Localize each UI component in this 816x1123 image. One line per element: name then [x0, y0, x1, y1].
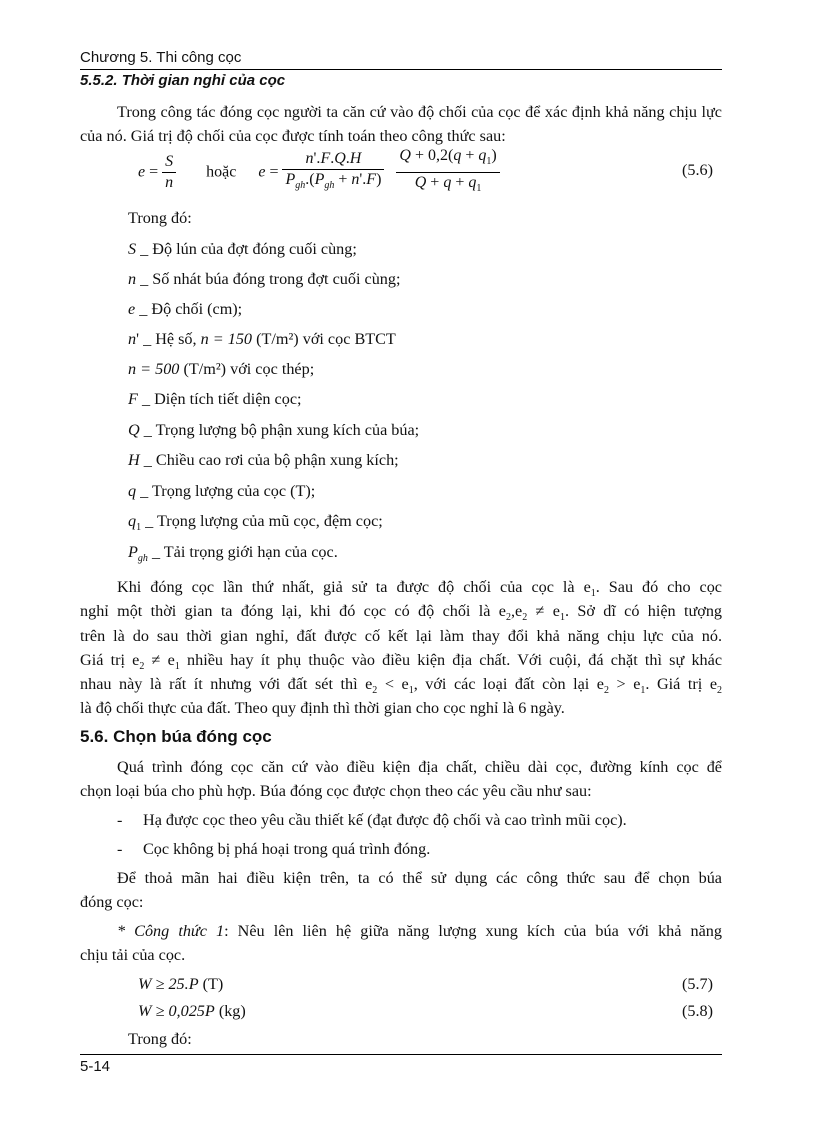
para2-line3: trên là do sau thời gian nghỉ, đất được cố kết lại làm thay đổi khả năng chịu lực của nó.	[80, 627, 722, 645]
equation-5-8: W ≥ 0,025P (kg)	[138, 1002, 246, 1020]
def-q: q _ Trọng lượng của cọc (T);	[128, 482, 316, 500]
para2-line2: nghỉ một thời gian ta đóng lại, khi đó cọc có độ chối là $e_2,e_2 \ne e_1$. Sở dĩ có hiện tượng	[80, 602, 723, 624]
para2-line6: là độ chối thực của đất. Theo quy định thì thời gian cho cọc nghỉ là 6 ngày.	[80, 699, 565, 717]
equation-5-6: e = $\frac{S}{n}$ hoặc e = $\frac{n'.F.Q.H}{P_{gh}.(P_{gh} + n'.F)}$ $\frac{Q + 0,2(q + q_1)}{Q + q + q_1}$	[138, 146, 500, 199]
para2-line1: Khi đóng cọc lần thứ nhất, giả sử ta được độ chối của cọc là $e_1$. Sau đó cho cọc	[117, 578, 722, 600]
where-label: Trong đó:	[128, 209, 192, 227]
formula1-line1: * Công thức 1: Nêu lên liên hệ giữa năng lượng xung kích của búa với khả năng	[117, 922, 722, 940]
equation-number-5-8: (5.8)	[682, 1002, 714, 1020]
intro-paragraph: Trong công tác đóng cọc người ta căn cứ vào độ chối của cọc để xác định khả năng chịu lực của nó. Giá trị độ chối của cọc được tính toán theo công thức sau:	[80, 103, 722, 145]
bullet-dash: -	[117, 811, 123, 829]
section-heading-56: 5.6. Chọn búa đóng cọc	[80, 727, 272, 746]
def-q1: $q_1$ _ Trọng lượng của mũ cọc, đệm cọc;	[128, 512, 383, 534]
chapter-header: Chương 5. Thi công cọc	[80, 49, 242, 66]
def-s: S _ Độ lún của đợt đóng cuối cùng;	[128, 240, 357, 258]
s56-para-line1: Để thoả mãn hai điều kiện trên, ta có thể sử dụng các công thức sau để chọn búa	[117, 869, 722, 887]
bullet-item: Cọc không bị phá hoại trong quá trình đóng.	[143, 840, 431, 858]
def-pgh: $P_{gh}$ _ Tải trọng giới hạn của cọc.	[128, 543, 338, 565]
equation-or: hoặc	[206, 163, 237, 181]
footer-rule	[80, 1054, 722, 1055]
page-number: 5-14	[80, 1058, 111, 1075]
def-n-prime: n' _ Hệ số, n = 150 (T/m²) với cọc BTCT	[128, 330, 396, 348]
equation-5-7: W ≥ 25.P (T)	[138, 975, 224, 993]
section-heading-552: 5.5.2. Thời gian nghỉ của cọc	[80, 72, 286, 89]
def-n-steel: n = 500 (T/m²) với cọc thép;	[128, 360, 315, 378]
s56-intro-line1: Quá trình đóng cọc căn cứ vào điều kiện địa chất, chiều dài cọc, đường kính cọc để	[117, 758, 722, 776]
para2-line4: Giá trị $e_2 \ne e_1$ nhiều hay ít phụ thuộc vào điều kiện địa chất. Với cuội, đá chặt thì sự khác	[80, 651, 722, 673]
equation-number-5-6: (5.6)	[682, 161, 714, 179]
def-e: e _ Độ chối (cm);	[128, 300, 243, 318]
def-h: H _ Chiều cao rơi của bộ phận xung kích;	[128, 451, 399, 469]
def-n: n _ Số nhát búa đóng trong đợt cuối cùng;	[128, 270, 401, 288]
bullet-dash: -	[117, 840, 123, 858]
s56-para-line2: đóng cọc:	[80, 893, 144, 911]
equation-number-5-7: (5.7)	[682, 975, 714, 993]
where-label-2: Trong đó:	[128, 1030, 192, 1048]
header-rule	[80, 69, 722, 70]
def-q-upper: Q _ Trọng lượng bộ phận xung kích của búa;	[128, 421, 420, 439]
s56-intro-line2: chọn loại búa cho phù hợp. Búa đóng cọc được chọn theo các yêu cầu như sau:	[80, 782, 592, 800]
para2-line5: nhau này là rất ít nhưng với đất sét thì $e_2 < e_1$, với các loại đất còn lại $e_2 > e_1$. Giá trị $e_2$	[80, 675, 723, 697]
bullet-item: Hạ được cọc theo yêu cầu thiết kế (đạt được độ chối và cao trình mũi cọc).	[143, 811, 627, 829]
formula1-line2: chịu tải của cọc.	[80, 946, 186, 964]
def-f: F _ Diện tích tiết diện cọc;	[128, 390, 302, 408]
